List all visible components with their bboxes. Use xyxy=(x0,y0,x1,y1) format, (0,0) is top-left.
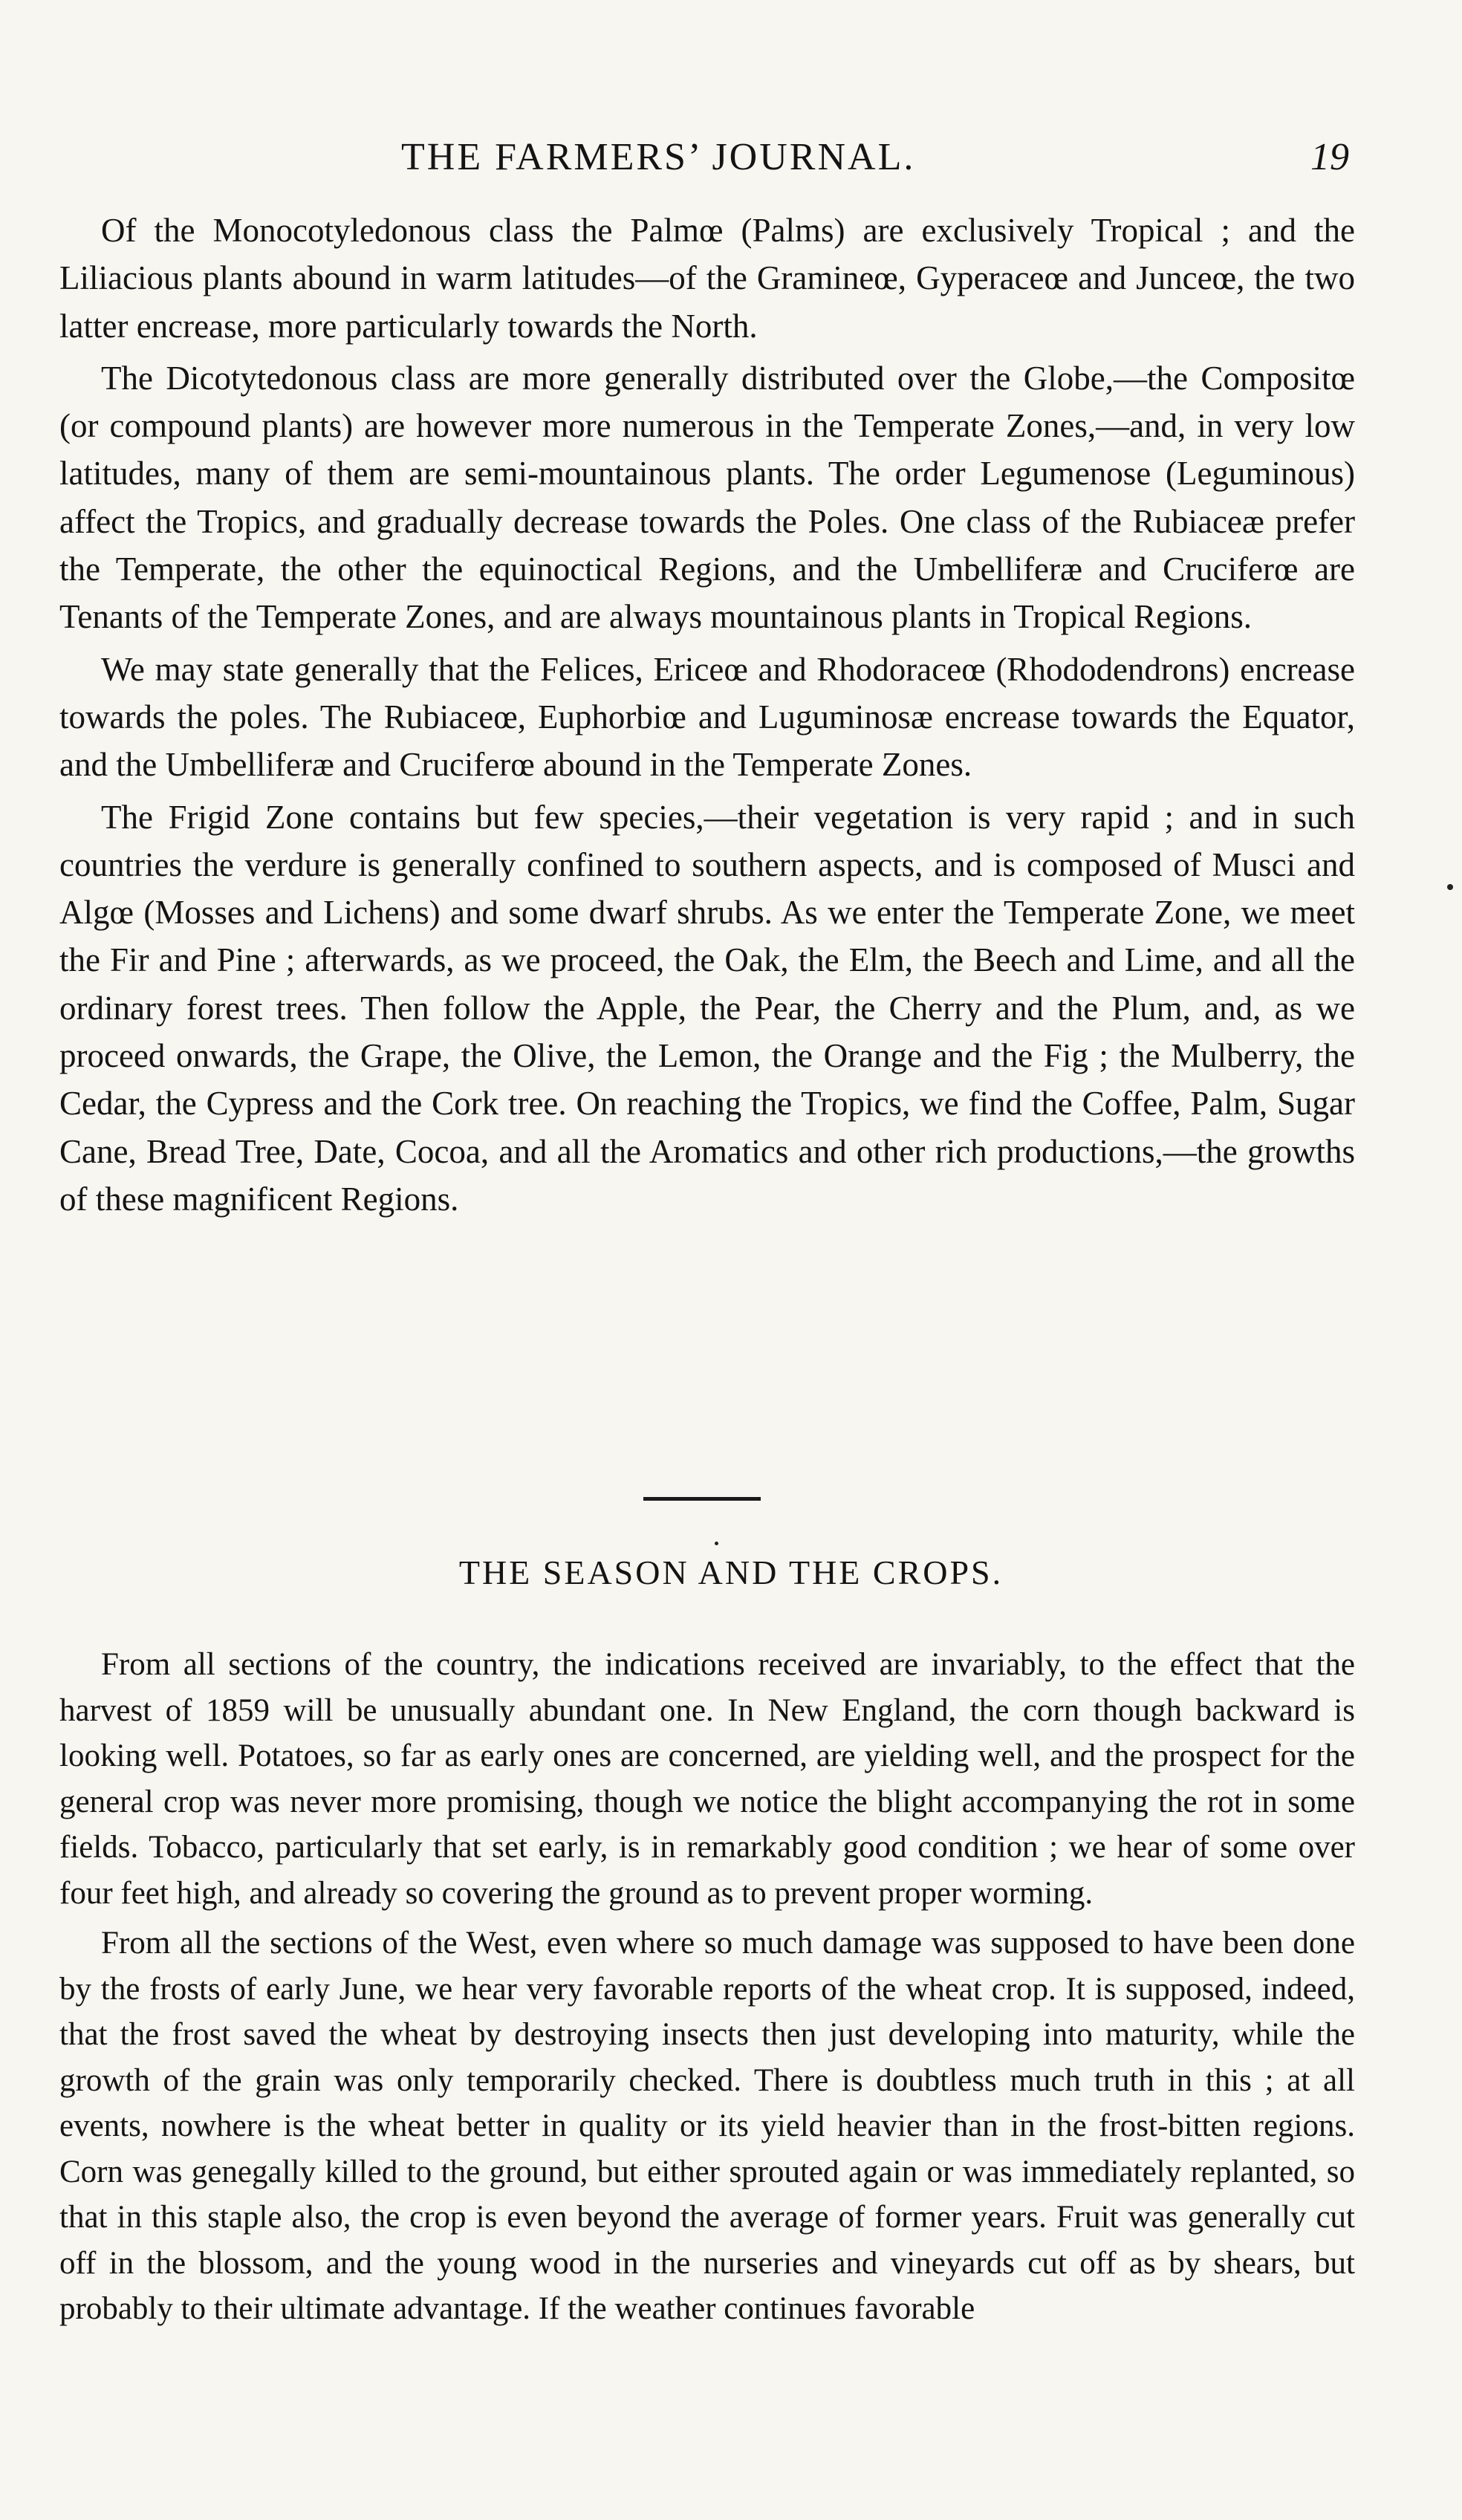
paragraph: The Dicotytedonous class are more generally distributed over the Globe,—the Compositœ (or compound plants) are however more numerous in the Temperate Zones,—and, in very low latitudes, many of them are semi-mountainous plants. The order Legumenose (Leguminous) affect the Tropics, and gradually decrease towards the Poles. One class of the Rubiaceæ prefer the Temperate, the other the equinoctical Regions, and the Umbelliferæ and Cruciferœ are Tenants of the Temperate Zones, and are always mountainous plants in Tropical Regions. xyxy=(59,359,1355,636)
paragraph: From all the sections of the West, even where so much damage was supposed to have been done by the frosts of early June, we hear very favorable reports of the wheat crop. It is supposed, indeed, that the frost saved the wheat by destroying insects then just developing into maturity, while the growth of the grain was only temporarily checked. There is doubtless much truth in this ; at all events, nowhere is the wheat better in quality or its yield heavier than in the frost-bitten regions. Corn was genegally killed to the ground, but either sprouted again or was immediately replanted, so that in this staple also, the crop is even beyond the average of former years. Fruit was generally cut off in the blossom, and the young wood in the nurseries and vineyards cut off as by shears, but probably to their ultimate advantage. If the weather continues favorable xyxy=(59,1926,1355,2326)
paragraph: We may state generally that the Felices, Ericeœ and Rhodoraceœ (Rhododendrons) encrease towards the poles. The Rubiaceœ, Euphorbiœ and Luguminosæ encrease towards the Equator, and the Umbelliferæ and Cruciferœ abound in the Temperate Zones. xyxy=(59,650,1355,784)
paragraph: The Frigid Zone contains but few species,—their vegetation is very rapid ; and in such countries the verdure is generally confined to southern aspects, and is composed of Musci and Algœ (Mosses and Lichens) and some dwarf shrubs. As we enter the Temperate Zone, we meet the Fir and Pine ; afterwards, as we proceed, the Oak, the Elm, the Beech and Lime, and all the ordinary forest trees. Then follow the Apple, the Pear, the Cherry and the Plum, and, as we proceed onwards, the Grape, the Olive, the Lemon, the Orange and the Fig ; the Mulberry, the Cedar, the Cypress and the Cork tree. On reaching the Tropics, we find the Coffee, Palm, Sugar Cane, Bread Tree, Date, Cocoa, and all the Aromatics and other rich productions,—the growths of these magnificent Regions. xyxy=(59,798,1355,1218)
article-season-crops-body xyxy=(59,1642,1355,2336)
page-number: 19 xyxy=(1310,136,1349,178)
running-title: THE FARMERS’ JOURNAL. xyxy=(401,136,916,178)
section-divider-rule xyxy=(643,1497,761,1501)
article-vegetation-body xyxy=(59,207,1355,1227)
section-heading: THE SEASON AND THE CROPS. xyxy=(458,1553,1004,1591)
ink-speck xyxy=(1447,884,1453,890)
ink-speck xyxy=(715,1542,718,1545)
paragraph: Of the Monocotyledonous class the Palmœ (Palms) are exclusively Tropical ; and the Liliacious plants abound in warm latitudes—of the Gramineœ, Gyperaceœ and Junceœ, the two latter encrease, more particularly towards the North. xyxy=(59,212,1355,345)
paragraph: From all sections of the country, the indications received are invariably, to the effect that the harvest of 1859 will be unusually abundant one. In New England, the corn though backward is looking well. Potatoes, so far as early ones are concerned, are yielding well, and the prospect for the general crop was never more promising, though we notice the blight accompanying the rot in some fields. Tobacco, particularly that set early, is in remarkably good condition ; we hear of some over four feet high, and already so covering the ground as to prevent proper worming. xyxy=(59,1647,1355,1911)
